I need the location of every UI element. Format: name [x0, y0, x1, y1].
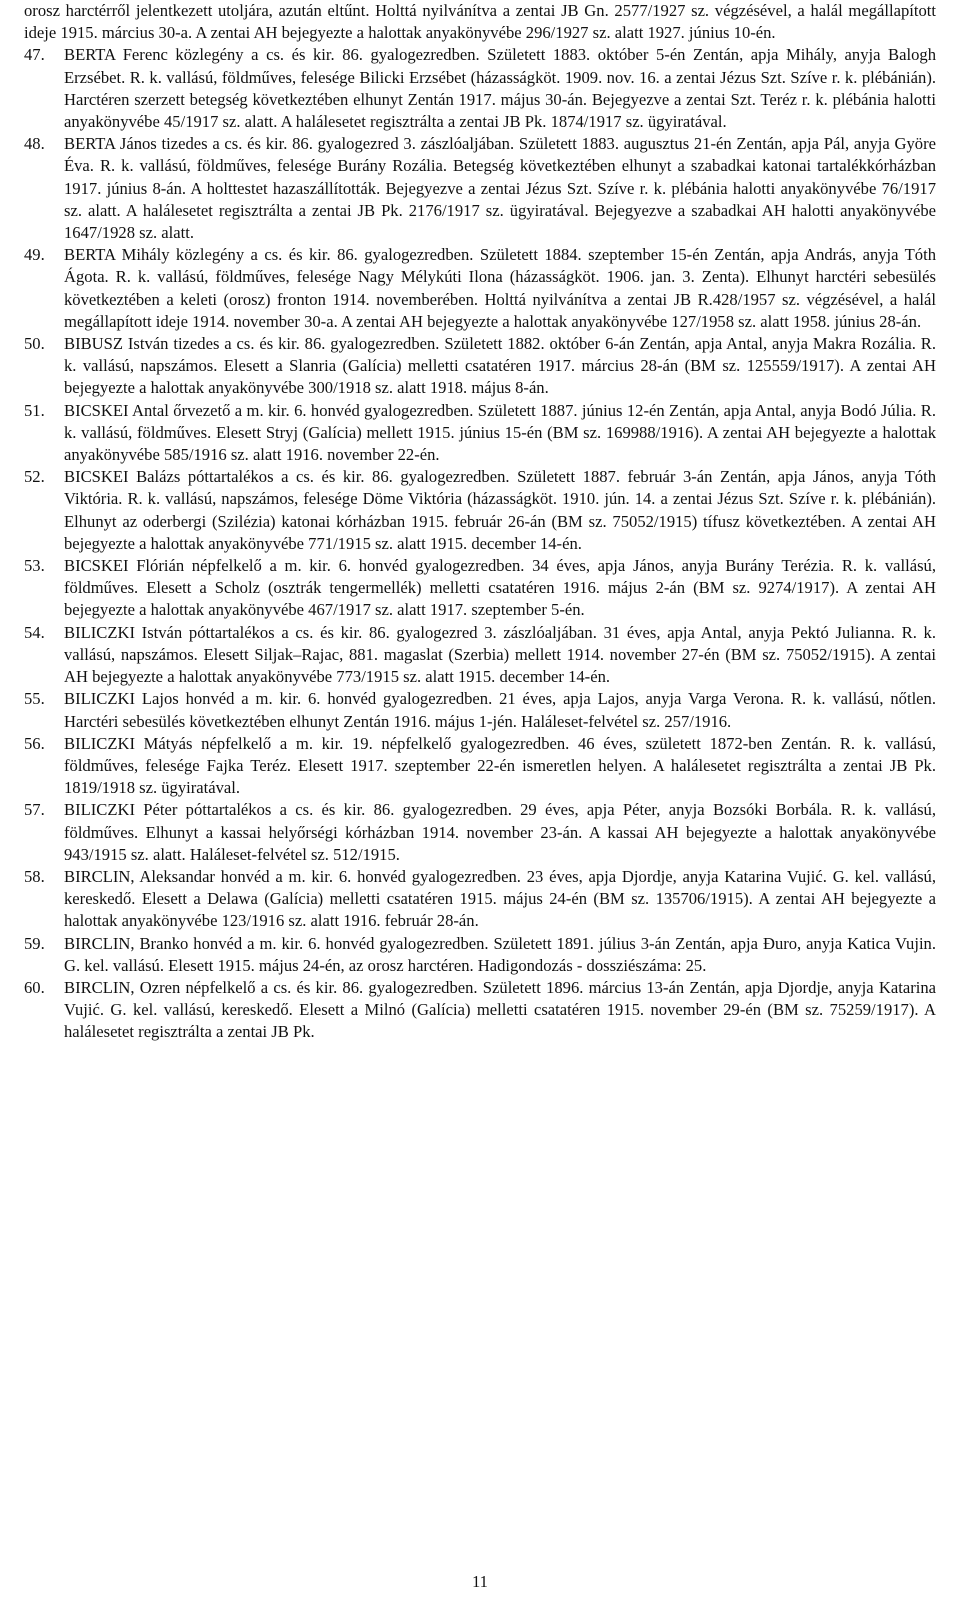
list-item — [24, 466, 936, 555]
entry-text: BERTA Ferenc közlegény a cs. és kir. 86. gyalogezredben. Született 1883. október 5-én Zentán, apja Mihály, anyja Balogh Erzsébet. R. k. vallású, földműves, felesége Bilicki Erzsébet (házasságköt. 1909. nov. 16. a zentai Jézus Szt. Szíve r. k. plébánián). Harctéren szerzett betegség következtében elhunyt Zentán 1917. május 30-án. Bejegyezve a zentai Szt. Teréz r. k. plébánia halotti anyakönyvébe 45/1917 sz. alatt. A halálesetet regisztrálta a zentai JB Pk. 1874/1917 sz. ügyiratával. — [64, 45, 936, 132]
entry-number: 58. — [24, 866, 45, 886]
entry-number: 47. — [24, 45, 45, 65]
entry-number: 57. — [24, 800, 45, 820]
entry-number: 59. — [24, 933, 45, 953]
list-item — [24, 333, 936, 400]
entry-text: BERTA János tizedes a cs. és kir. 86. gyalogezred 3. zászlóaljában. Született 1883. augusztus 21-én Zentán, apja Pál, anyja Györe Éva. R. k. vallású, földműves, felesége Burány Rozália. Betegség következtében elhunyt a szabadkai katonai tartalékkórházban 1917. június 8-án. A holttestet hazaszállították. Bejegyezve a zentai Jézus Szt. Szíve r. k. plébánia halotti anyakönyvébe 76/1917 sz. alatt. A halálesetet regisztrálta a zentai JB Pk. 2176/1917 sz. ügyiratával. Bejegyezve a szabadkai AH halotti anyakönyvébe 1647/1928 sz. alatt. — [64, 134, 936, 243]
list-item — [24, 799, 936, 866]
entry-number: 49. — [24, 245, 45, 265]
entry-text: BILICZKI Péter póttartalékos a cs. és kir. 86. gyalogezredben. 29 éves, apja Péter, anyja Bozsóki Borbála. R. k. vallású, földműves. Elhunyt a kassai helyőrségi kórházban 1914. november 23-án. A kassai AH bejegyezte a halottak anyakönyvébe 943/1915 sz. alatt. Haláleset-felvétel sz. 512/1915. — [64, 800, 936, 864]
entry-text: BERTA Mihály közlegény a cs. és kir. 86. gyalogezredben. Született 1884. szeptember 15-én Zentán, apja András, anyja Tóth Ágota. R. k. vallású, földműves, felesége Nagy Mélykúti Ilona (házasságköt. 1906. jan. 3. Zenta). Elhunyt harctéri sebesülés következtében a keleti (orosz) fronton 1914. novemberében. Holttá nyilvánítva a zentai JB R.428/1957 sz. végzésével, a halál megállapított ideje 1914. november 30-a. A zentai AH bejegyezte a halottak anyakönyvébe 127/1958 sz. alatt 1958. június 28-án. — [64, 245, 936, 331]
entry-text: BIRCLIN, Aleksandar honvéd a m. kir. 6. honvéd gyalogezredben. 23 éves, apja Djordje, anyja Katarina Vujić. G. kel. vallású, kereskedő. Elesett a Delawa (Galícia) melletti csatatéren 1915. május 24-én (BM sz. 135706/1915). A zentai AH bejegyezte a halottak anyakönyvébe 123/1916 sz. alatt 1916. február 28-án. — [64, 866, 936, 931]
entry-number: 51. — [24, 400, 45, 420]
list-item — [24, 400, 936, 467]
entry-number: 55. — [24, 689, 45, 709]
list-item — [24, 866, 936, 933]
page-number: 11 — [472, 1572, 488, 1591]
list-item — [24, 622, 936, 689]
entry-list — [24, 44, 936, 1043]
list-item — [24, 133, 936, 244]
entry-text: BICSKEI Antal őrvezető a m. kir. 6. honvéd gyalogezredben. Született 1887. június 12-én Zentán, apja Antal, anyja Bodó Júlia. R. k. vallású, földműves. Elesett Stryj (Galícia) mellett 1915. június 15-én (BM sz. 169988/1916). A zentai AH bejegyezte a halottak anyakönyvébe 585/1916 sz. alatt 1916. november 22-én. — [64, 400, 936, 465]
list-item — [24, 733, 936, 800]
entry-text: BIRCLIN, Ozren népfelkelő a cs. és kir. 86. gyalogezredben. Született 1896. március 13-án Zentán, apja Djordje, anyja Katarina Vujić. G. kel. vallású, kereskedő. Elesett a Milnó (Galícia) melletti csatatéren 1915. november 29-én (BM sz. 75259/1917). A halálesetet regisztrálta a zentai JB Pk. — [64, 977, 936, 1042]
entry-number: 52. — [24, 467, 45, 487]
entry-text: BILICZKI István póttartalékos a cs. és kir. 86. gyalogezred 3. zászlóaljában. 31 éves, apja Antal, anyja Pektó Julianna. R. k. vallású, napszámos. Elesett Siljak–Rajac, 881. magaslat (Szerbia) mellett 1914. november 27-én (BM sz. 75052/1915). A zentai AH bejegyezte a halottak anyakönyvébe 773/1915 sz. alatt 1915. december 14-én. — [64, 622, 936, 687]
entry-number: 54. — [24, 622, 45, 642]
list-item — [24, 555, 936, 622]
list-item — [24, 933, 936, 977]
entry-text: BICSKEI Flórián népfelkelő a m. kir. 6. honvéd gyalogezredben. 34 éves, apja János, anyja Burány Terézia. R. k. vallású, földműves. Elesett a Scholz (osztrák tengermellék) melletti csatatéren 1916. május 2-án (BM sz. 9274/1917). A zentai AH bejegyezte a halottak anyakönyvébe 467/1917 sz. alatt 1917. szeptember 5-én. — [64, 556, 936, 620]
intro-paragraph: orosz harctérről jelentkezett utoljára, azután eltűnt. Holttá nyilvánítva a zentai JB Gn. 2577/1927 sz. végzésével, a halál megállapított ideje 1915. március 30-a. A zentai AH bejegyezte a halottak anyakönyvébe 296/1927 sz. alatt 1927. június 10-én. — [24, 1, 936, 43]
list-item — [24, 688, 936, 732]
entry-number: 60. — [24, 977, 45, 997]
entry-text: BILICZKI Mátyás népfelkelő a m. kir. 19. népfelkelő gyalogezredben. 46 éves, született 1872-ben Zentán. R. k. vallású, földműves, felesége Fajka Teréz. Elesett 1917. szeptember 22-én ismeretlen helyen. A halálesetet regisztrálta a zentai JB Pk. 1819/1918 sz. ügyiratával. — [64, 733, 936, 798]
entry-text: BILICZKI Lajos honvéd a m. kir. 6. honvéd gyalogezredben. 21 éves, apja Lajos, anyja Varga Verona. R. k. vallású, nőtlen. Harctéri sebesülés következtében elhunyt Zentán 1916. május 1-jén. Haláleset-felvétel sz. 257/1916. — [64, 689, 936, 731]
entry-number: 50. — [24, 334, 45, 354]
entry-text: BICSKEI Balázs póttartalékos a cs. és kir. 86. gyalogezredben. Született 1887. február 3-án Zentán, apja János, anyja Tóth Viktória. R. k. vallású, napszámos, felesége Döme Viktória (házasságköt. 1910. jún. 14. a zentai Jézus Szt. Szíve r. k. plébánián). Elhunyt az oderbergi (Szilézia) katonai kórházban 1915. február 26-án (BM sz. 75052/1915) tífusz következtében. A zentai AH bejegyezte a halottak anyakönyvébe 771/1915 sz. alatt 1915. december 14-én. — [64, 467, 936, 553]
list-item — [24, 44, 936, 133]
entry-number: 53. — [24, 556, 45, 576]
list-item — [24, 977, 936, 1044]
document-body — [24, 0, 936, 1044]
entry-text: BIBUSZ István tizedes a cs. és kir. 86. gyalogezredben. Született 1882. október 6-án Zentán, apja Antal, anyja Makra Rozália. R. k. vallású, napszámos. Elesett a Slanria (Galícia) melletti csatatéren 1917. március 28-án (BM sz. 125559/1917). A zentai AH bejegyezte a halottak anyakönyvébe 300/1918 sz. alatt 1918. május 8-án. — [64, 334, 936, 398]
list-item — [24, 244, 936, 333]
entry-number: 56. — [24, 733, 45, 753]
entry-number: 48. — [24, 134, 45, 154]
entry-text: BIRCLIN, Branko honvéd a m. kir. 6. honvéd gyalogezredben. Született 1891. július 3-án Zentán, apja Đuro, anyja Katica Vujin. G. kel. vallású. Elesett 1915. május 24-én, az orosz harctéren. Hadigondozás - dossziészáma: 25. — [64, 933, 936, 975]
